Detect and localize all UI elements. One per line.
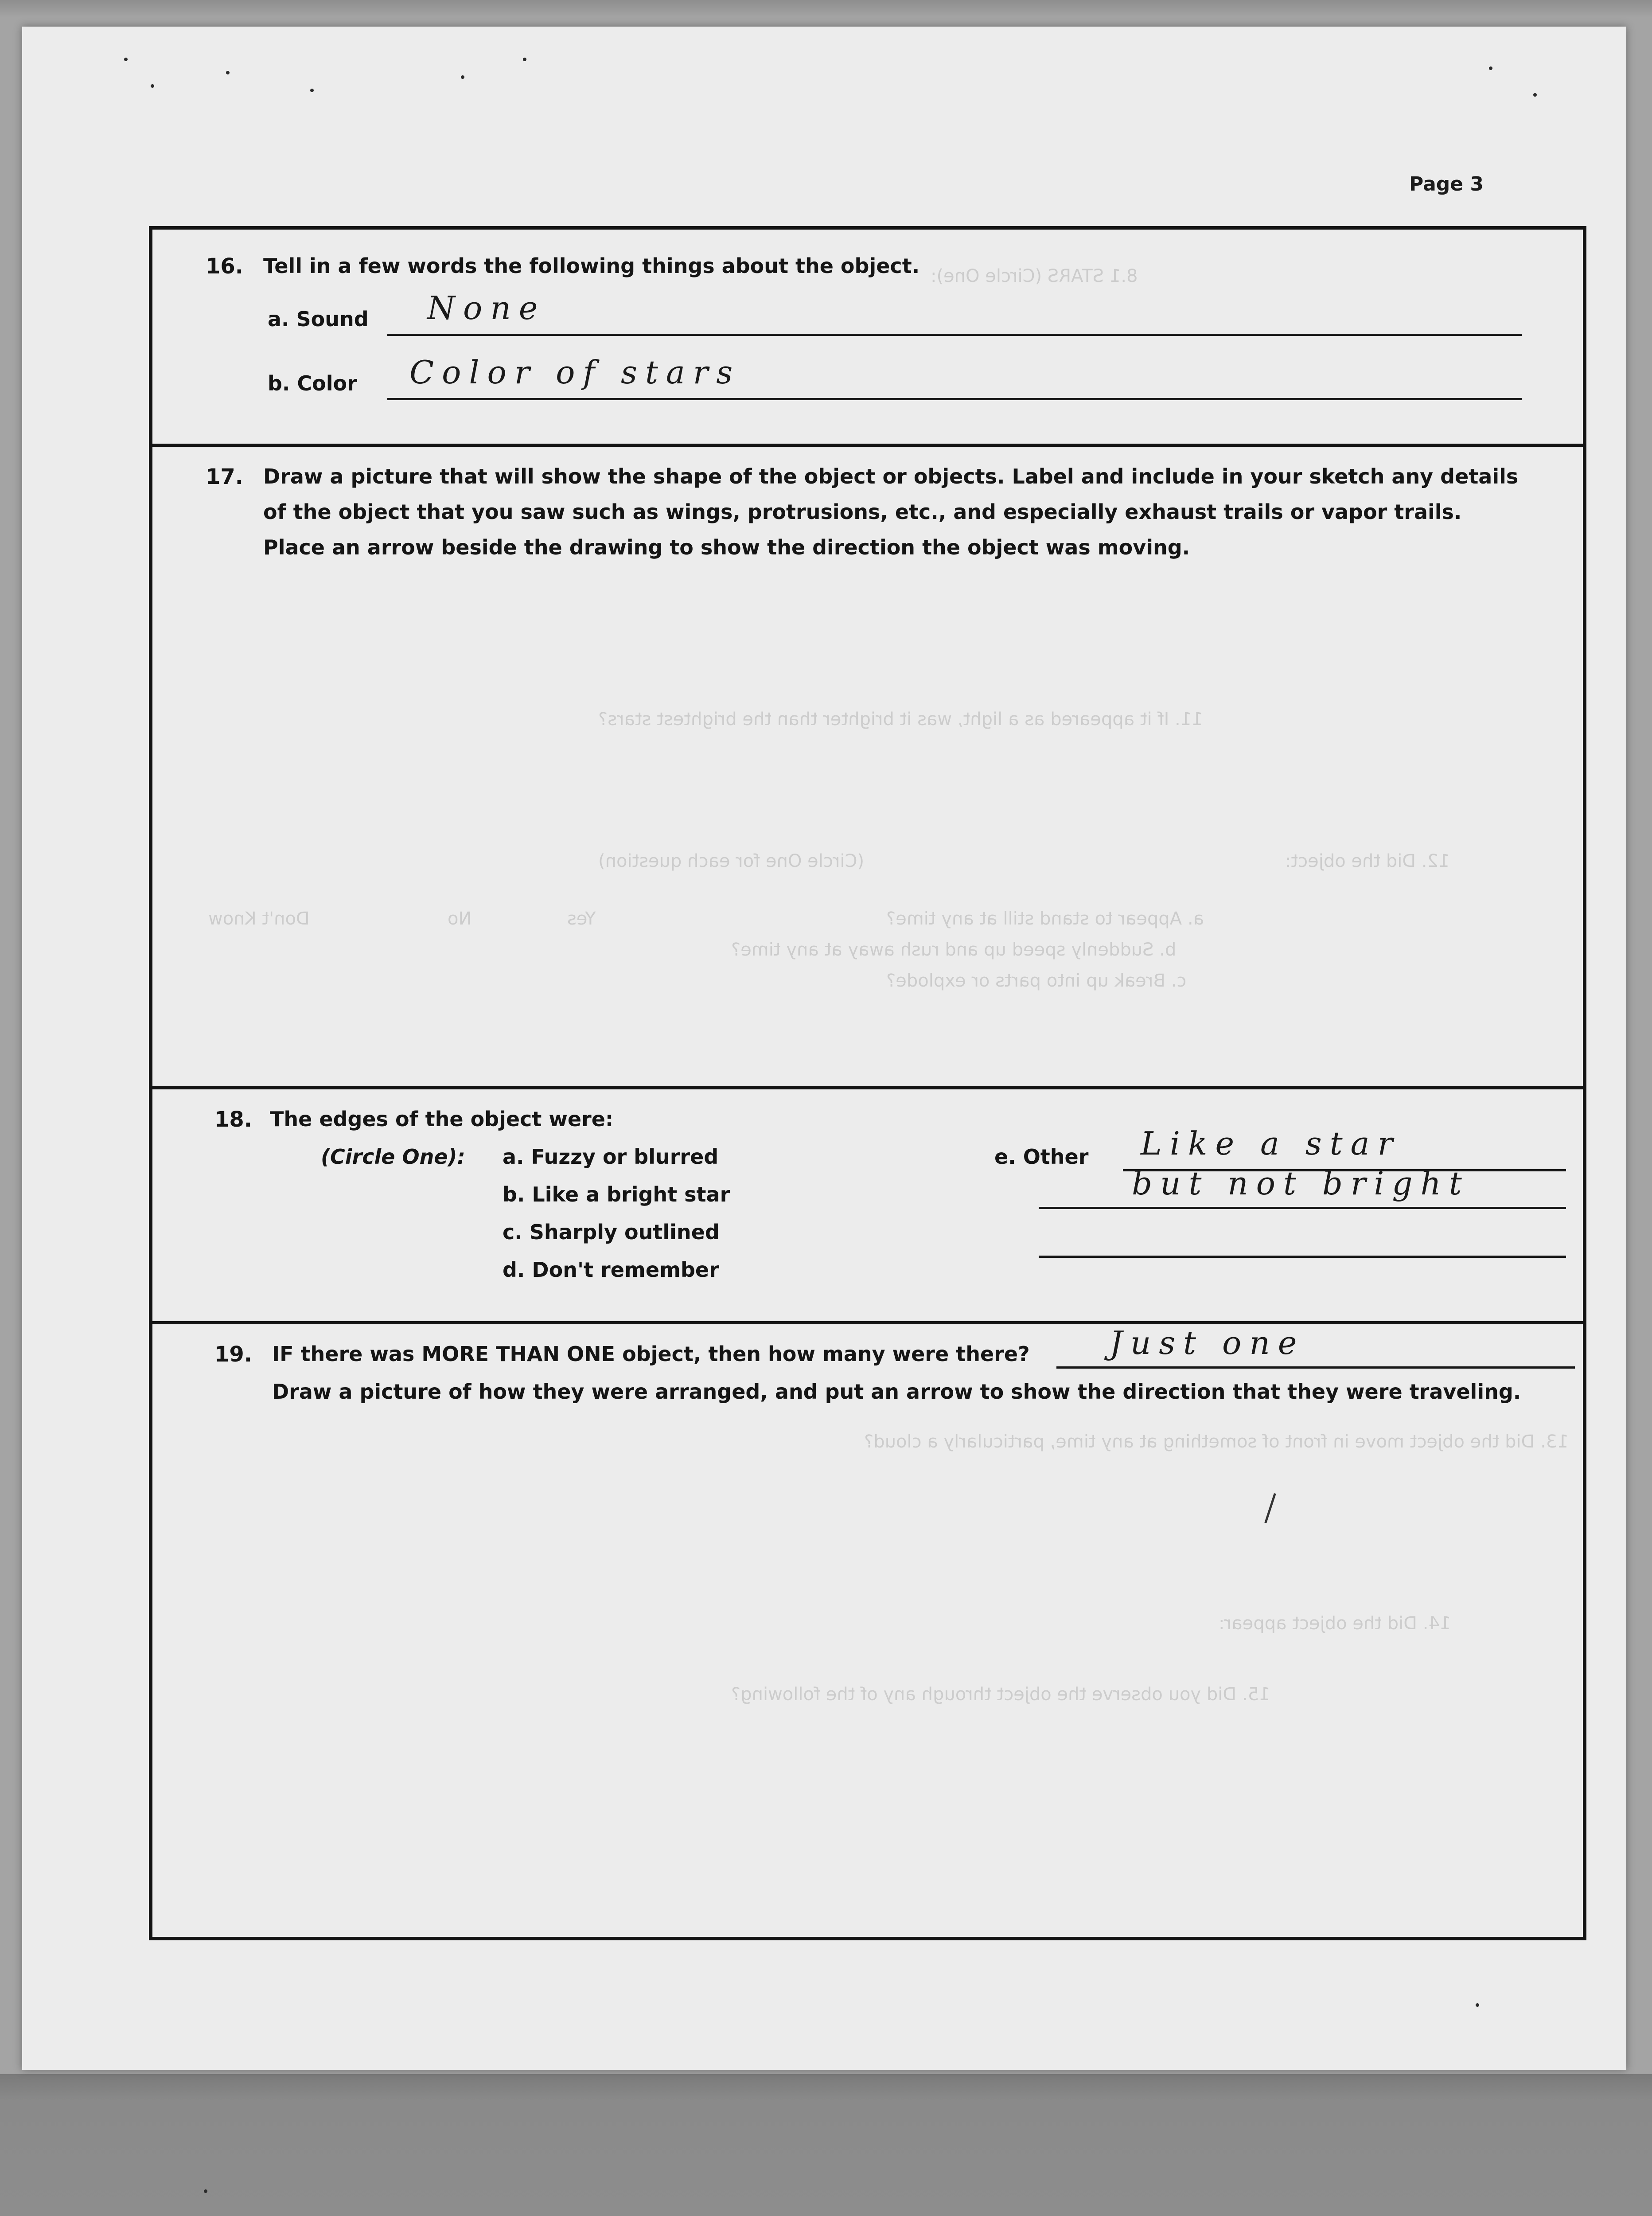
q18-circle-one: (Circle One):	[321, 1145, 465, 1169]
q17-number: 17.	[206, 464, 244, 489]
bleed-text: 15. Did you observe the object through any of the following?	[731, 1684, 1270, 1705]
q19-answer-line	[1056, 1366, 1575, 1369]
page-number: Page 3	[1409, 173, 1484, 195]
q16-sound-answer[interactable]: None	[427, 289, 546, 327]
dust-speck	[1533, 93, 1537, 97]
dust-speck	[226, 71, 230, 74]
dust-speck	[151, 84, 154, 88]
q19-drawing-area[interactable]	[170, 1417, 1562, 1923]
question-form	[149, 226, 1586, 1940]
bleed-text: Yes	[567, 909, 596, 929]
section-17	[152, 447, 1583, 1089]
bleed-text: 14. Did the object appear:	[1219, 1613, 1451, 1634]
bleed-text: b. Suddenly speed up and rush away at any time?	[731, 940, 1177, 960]
q17-line-2: of the object that you saw such as wings, protrusions, etc., and especially exhaust trails or vapor trails.	[263, 500, 1462, 524]
bleed-text: 13. Did the object move in front of something at any time, particularly a cloud?	[864, 1432, 1569, 1452]
q18-other-answer-2[interactable]: but not bright	[1132, 1165, 1470, 1202]
bleed-text: 11. If it appeared as a light, was it brighter than the brightest stars?	[598, 709, 1203, 730]
bleed-text: c. Break up into parts or explode?	[886, 971, 1187, 991]
bleed-text: No	[448, 909, 472, 929]
q16-number: 16.	[206, 254, 244, 279]
bleed-text: a. Appear to stand still at any time?	[886, 909, 1204, 929]
q17-drawing-area[interactable]	[170, 575, 1562, 1072]
q17-line-1: Draw a picture that will show the shape of the object or objects. Label and include in your sketch any details	[263, 464, 1519, 488]
q19-line-2: Draw a picture of how they were arranged, and put an arrow to show the direction that they were traveling.	[272, 1380, 1521, 1404]
dust-speck	[1489, 66, 1492, 70]
q18-option-b[interactable]: b. Like a bright star	[503, 1182, 730, 1206]
dust-speck	[124, 58, 128, 61]
dust-speck	[461, 75, 464, 79]
q16-color-line	[387, 398, 1522, 400]
q18-other-answer-1[interactable]: Like a star	[1141, 1125, 1401, 1162]
q18-option-a[interactable]: a. Fuzzy or blurred	[503, 1145, 719, 1169]
q16-prompt: Tell in a few words the following things about the object.	[263, 254, 920, 278]
q18-other-line-3	[1039, 1256, 1566, 1258]
q16-color-answer[interactable]: Color of stars	[409, 354, 741, 391]
q18-option-d[interactable]: d. Don't remember	[503, 1258, 719, 1282]
q18-number: 18.	[214, 1107, 253, 1132]
dust-speck	[1476, 2003, 1479, 2007]
q18-option-e[interactable]: e. Other	[994, 1145, 1089, 1169]
q18-option-c[interactable]: c. Sharply outlined	[503, 1220, 720, 1244]
q19-number: 19.	[214, 1342, 253, 1367]
q18-other-line-2	[1039, 1207, 1566, 1209]
dust-speck	[204, 2189, 207, 2193]
section-16	[152, 230, 1583, 447]
dust-speck	[523, 58, 526, 61]
q16-sound-label: a. Sound	[268, 307, 369, 331]
section-18	[152, 1089, 1583, 1324]
q17-line-3: Place an arrow beside the drawing to show the direction the object was moving.	[263, 535, 1190, 559]
q18-prompt: The edges of the object were:	[270, 1107, 614, 1131]
q16-color-label: b. Color	[268, 371, 357, 395]
bleed-text: Don't Know	[208, 909, 310, 929]
dust-speck	[310, 89, 314, 92]
q16-sound-line	[387, 334, 1522, 336]
bleed-text: (Circle One for each question)	[598, 851, 865, 871]
scanner-bed	[0, 2074, 1652, 2216]
bleed-text: 12. Did the object:	[1285, 851, 1450, 871]
q19-answer[interactable]: Just one	[1110, 1324, 1305, 1362]
form-page	[22, 27, 1626, 2070]
bleed-text: 8.1 STARS (Circle One):	[931, 266, 1138, 286]
section-19	[152, 1324, 1583, 1937]
q19-line-1: IF there was MORE THAN ONE object, then how many were there?	[272, 1342, 1030, 1366]
